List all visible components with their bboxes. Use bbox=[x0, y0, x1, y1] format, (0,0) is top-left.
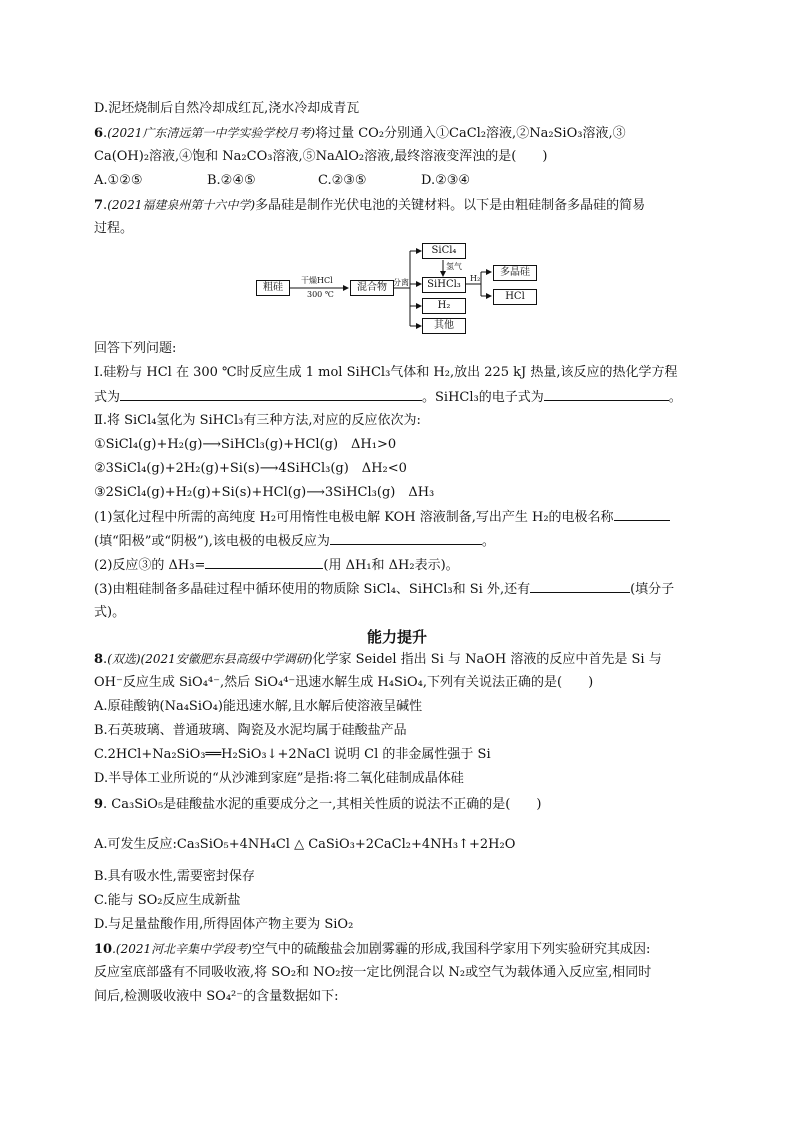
q6-option-d: D.②③④ bbox=[421, 173, 471, 188]
q6-option-a: A.①②⑤ bbox=[94, 173, 143, 188]
hydrogen-label: 氢气 bbox=[446, 262, 462, 271]
part-2-text: Ⅱ.将 SiCl₄氢化为 SiHCl₃有三种方法,对应的反应依次为: bbox=[94, 413, 421, 428]
q7-source: (2021福建泉州第十六中学) bbox=[107, 198, 256, 212]
q10-text: 空气中的硫酸盐会加剧雾霾的形成,我国科学家用下列实验研究其成因: bbox=[251, 942, 651, 957]
part-1-blanks bbox=[94, 388, 682, 407]
q8-stem-2: OH⁻反应生成 SiO₄⁴⁻,然后 SiO₄⁴⁻迅速水解生成 H₄SiO₄,下列有关说法正确的是( ) bbox=[94, 675, 594, 690]
sub-question-1-text: (1)氢化过程中所需的高纯度 H₂可用惰性电极电解 KOH 溶液制备,写出产生 H₂的电极名称 bbox=[94, 510, 614, 525]
sub-question-3-cont: 式)。 bbox=[94, 605, 126, 620]
sub-question-1-cont-text: (填“阳极”或“阴极”),该电极的电极反应为 bbox=[94, 534, 330, 549]
q5-option-d: D.泥坯烧制后自然冷却成红瓦,浇水冷却成青瓦 bbox=[94, 101, 360, 116]
q8-text: 化学家 Seidel 指出 Si 与 NaOH 溶液的反应中首先是 Si 与 bbox=[312, 652, 662, 667]
crude-silicon-box: 粗硅 bbox=[256, 280, 290, 296]
flow-arrows bbox=[255, 240, 555, 336]
q7-stem: 7.(2021福建泉州第十六中学)多晶硅是制作光伏电池的关键材料。以下是由粗硅制备多晶硅的简易 bbox=[94, 198, 646, 213]
q9-option-a: A.可发生反应:Ca₃SiO₅+4NH₄Cl △ CaSiO₃+2CaCl₂+4NH₃↑+2H₂O bbox=[94, 837, 516, 852]
q9-stem bbox=[94, 796, 541, 814]
sicl4-box: SiCl₄ bbox=[422, 243, 466, 259]
q10-stem-2: 反应室底部盛有不同吸收液,将 SO₂和 NO₂按一定比例混合以 N₂或空气为载体通入反应室,相同时 bbox=[94, 965, 652, 980]
part-1-label: 式为 bbox=[94, 390, 121, 405]
q6-stem-2: Ca(OH)₂溶液,④饱和 Na₂CO₃溶液,⑤NaAlO₂溶液,最终溶液变浑浊的是( ) bbox=[94, 149, 548, 164]
sub-question-2 bbox=[94, 556, 459, 575]
q10-stem bbox=[94, 940, 650, 959]
h2-arrow-label: H₂ bbox=[470, 274, 481, 283]
q8-stem: 8.(双选)(2021安徽肥东县高级中学调研)化学家 Seidel 指出 Si 与 NaOH 溶液的反应中首先是 Si 与 bbox=[94, 652, 662, 667]
q9-text: . Ca₃SiO₅是硅酸盐水泥的重要成分之一,其相关性质的说法不正确的是( ) bbox=[103, 797, 542, 812]
q8-source: (双选)(2021安徽肥东县高级中学调研) bbox=[107, 652, 313, 666]
sub-question-2-hint: (用 ΔH₁和 ΔH₂表示)。 bbox=[323, 558, 459, 573]
q8-option-d: D.半导体工业所说的“从沙滩到家庭”是指:将二氧化硅制成晶体硅 bbox=[94, 771, 464, 786]
q10-stem-3: 间后,检测吸收液中 SO₄²⁻的含量数据如下: bbox=[94, 989, 339, 1004]
sihcl3-box: SiHCl₃ bbox=[422, 277, 466, 293]
q6-stem: 6.(2021广东清远第一中学实验学校月考)将过量 CO₂分别通入①CaCl₂溶液,②Na₂SiO₃溶液,③ bbox=[94, 126, 626, 141]
temperature-label: 300 ℃ bbox=[307, 290, 334, 299]
q7-number: 7 bbox=[94, 198, 104, 213]
q6-options bbox=[94, 172, 470, 190]
q6-source: (2021广东清远第一中学实验学校月考) bbox=[107, 126, 316, 140]
electrode-reaction-blank[interactable] bbox=[330, 532, 482, 545]
q9-option-c: C.能与 SO₂反应生成新盐 bbox=[94, 893, 241, 908]
q6-option-c: C.②③⑤ bbox=[318, 173, 367, 188]
sub-question-2-text: (2)反应③的 ΔH₃= bbox=[94, 558, 206, 573]
electron-formula-blank[interactable] bbox=[544, 388, 669, 401]
q6-text: 将过量 CO₂分别通入①CaCl₂溶液,②Na₂SiO₃溶液,③ bbox=[315, 126, 626, 141]
q8-option-a: A.原硅酸钠(Na₄SiO₄)能迅速水解,且水解后使溶液呈碱性 bbox=[94, 699, 423, 714]
dry-hcl-label: 干燥HCl bbox=[301, 276, 333, 285]
q7-text: 多晶硅是制作光伏电池的关键材料。以下是由粗硅制备多晶硅的简易 bbox=[255, 198, 646, 213]
other-box: 其他 bbox=[422, 318, 466, 334]
mixture-box: 混合物 bbox=[350, 280, 394, 296]
q6-number: 6 bbox=[94, 126, 104, 141]
delta-h3-blank[interactable] bbox=[205, 556, 323, 569]
part-1-end: 。 bbox=[668, 390, 682, 405]
q7-stem-2: 过程。 bbox=[94, 221, 134, 236]
q9-number: 9 bbox=[94, 797, 104, 812]
hcl-box: HCl bbox=[493, 289, 537, 305]
q8-option-b: B.石英玻璃、普通玻璃、陶瓷及水泥均属于硅酸盐产品 bbox=[94, 723, 407, 738]
q8-option-c: C.2HCl+Na₂SiO₃══H₂SiO₃↓+2NaCl 说明 Cl 的非金属性强于 Si bbox=[94, 747, 491, 762]
electron-formula-label: 。SiHCl₃的电子式为 bbox=[422, 390, 544, 405]
reaction-3: ③2SiCl₄(g)+H₂(g)+Si(s)+HCl(g)⟶3SiHCl₃(g) ΔH₃ bbox=[94, 485, 435, 500]
sub-question-1 bbox=[94, 508, 670, 527]
part-1-text: Ⅰ.硅粉与 HCl 在 300 ℃时反应生成 1 mol SiHCl₃气体和 H₂,放出 225 kJ 热量,该反应的热化学方程 bbox=[94, 365, 678, 380]
q8-number: 8 bbox=[94, 652, 104, 667]
polysilicon-box: 多晶硅 bbox=[493, 265, 537, 281]
q9-option-d: D.与足量盐酸作用,所得固体产物主要为 SiO₂ bbox=[94, 917, 354, 932]
h2-box: H₂ bbox=[422, 298, 466, 314]
section-title: 能力提升 bbox=[366, 628, 427, 646]
recycled-substance-blank[interactable] bbox=[530, 580, 630, 593]
sub-question-3-text: (3)由粗硅制备多晶硅过程中循环使用的物质除 SiCl₄、SiHCl₃和 Si 外,还有 bbox=[94, 582, 531, 597]
sub-question-1-cont bbox=[94, 532, 495, 551]
process-flow-diagram bbox=[255, 240, 555, 336]
q9-option-b: B.具有吸水性,需要密封保存 bbox=[94, 869, 255, 884]
q10-number: 10 bbox=[94, 942, 113, 957]
electrode-name-blank[interactable] bbox=[614, 508, 670, 521]
sub-question-3-hint: (填分子 bbox=[630, 582, 675, 597]
sub-question-3 bbox=[94, 580, 674, 599]
q10-source: .(2021河北辛集中学段考) bbox=[112, 942, 252, 956]
sub-question-1-end: 。 bbox=[481, 534, 495, 549]
reaction-2: ②3SiCl₄(g)+2H₂(g)+Si(s)⟶4SiHCl₃(g) ΔH₂<0 bbox=[94, 461, 407, 476]
reaction-1: ①SiCl₄(g)+H₂(g)⟶SiHCl₃(g)+HCl(g) ΔH₁>0 bbox=[94, 437, 397, 452]
thermo-equation-blank[interactable] bbox=[120, 388, 422, 401]
q6-option-b: B.②④⑤ bbox=[207, 173, 256, 188]
q7-answer-prompt: 回答下列问题: bbox=[94, 341, 177, 356]
separation-label: 分离 bbox=[393, 278, 409, 287]
